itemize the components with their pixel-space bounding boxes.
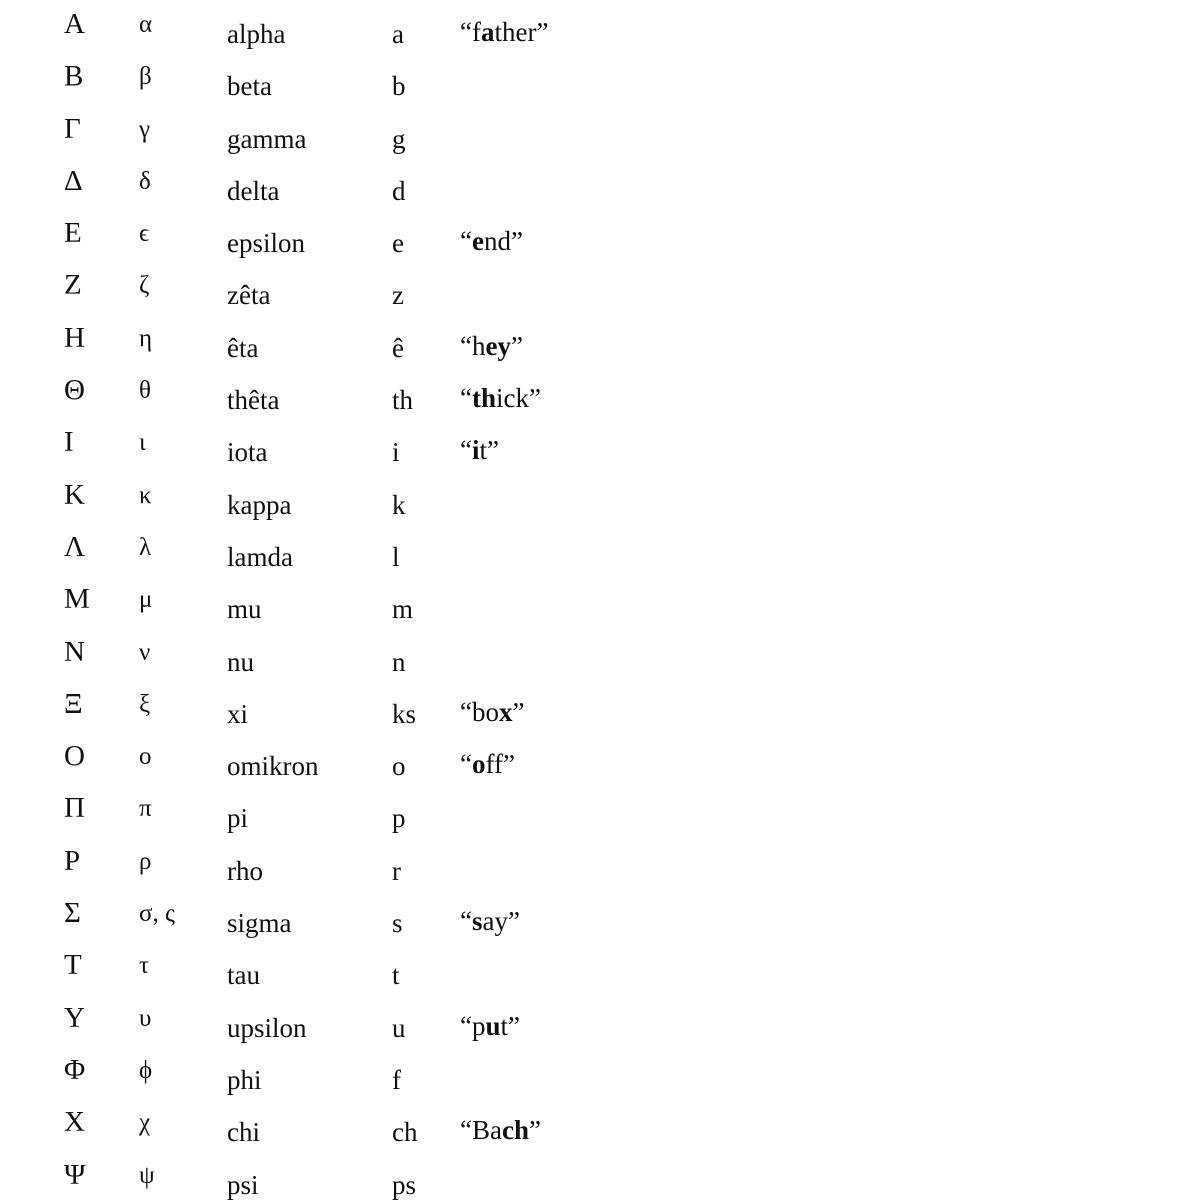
transliteration: ch bbox=[392, 1117, 418, 1148]
open-quote: “ bbox=[460, 1115, 472, 1146]
table-row bbox=[0, 680, 700, 732]
transliteration: s bbox=[392, 908, 403, 939]
example-bold: th bbox=[471, 383, 496, 414]
letter-name: tau bbox=[227, 960, 260, 991]
example-bold: s bbox=[471, 906, 483, 937]
uppercase-letter: Κ bbox=[64, 478, 85, 511]
transliteration: n bbox=[392, 646, 406, 677]
open-quote: “ bbox=[460, 435, 472, 466]
lowercase-letter: δ bbox=[139, 167, 151, 195]
close-quote: ” bbox=[508, 1010, 521, 1041]
transliteration: d bbox=[392, 175, 406, 206]
letter-name: gamma bbox=[227, 123, 307, 154]
close-quote: ” bbox=[536, 17, 549, 47]
uppercase-letter: Α bbox=[64, 8, 85, 40]
letter-name: rho bbox=[227, 855, 263, 886]
example-bold: ey bbox=[485, 330, 511, 361]
letter-name: sigma bbox=[227, 908, 292, 939]
close-quote: ” bbox=[528, 1115, 541, 1146]
example-post: ay bbox=[482, 906, 508, 937]
example-bold: i bbox=[471, 435, 480, 466]
table-row bbox=[0, 575, 700, 627]
open-quote: “ bbox=[460, 749, 472, 780]
uppercase-letter: Β bbox=[64, 60, 84, 93]
example-pre: p bbox=[471, 1010, 486, 1041]
pronunciation-example bbox=[460, 908, 520, 935]
lowercase-letter: ο bbox=[139, 743, 152, 771]
open-quote: “ bbox=[460, 226, 472, 257]
uppercase-letter: Δ bbox=[64, 164, 83, 197]
lowercase-letter: ξ bbox=[139, 690, 151, 718]
uppercase-letter: Θ bbox=[64, 374, 85, 407]
lowercase-letter: υ bbox=[139, 1004, 152, 1032]
table-row bbox=[0, 0, 700, 52]
example-bold: x bbox=[498, 696, 513, 727]
letter-name: phi bbox=[227, 1064, 262, 1095]
transliteration: r bbox=[392, 855, 401, 886]
transliteration: z bbox=[392, 280, 404, 311]
table-row bbox=[0, 1151, 700, 1203]
lowercase-letter: ι bbox=[139, 429, 146, 457]
table-row bbox=[0, 418, 700, 470]
table-row bbox=[0, 1046, 700, 1098]
close-quote: ” bbox=[487, 435, 499, 466]
transliteration: p bbox=[392, 803, 406, 834]
lowercase-letter: ϵ bbox=[139, 220, 150, 248]
transliteration: th bbox=[392, 385, 414, 416]
transliteration: o bbox=[392, 751, 406, 782]
table-row bbox=[0, 105, 700, 157]
lowercase-letter: η bbox=[139, 324, 153, 352]
letter-name: thêta bbox=[227, 385, 280, 416]
example-post: ther bbox=[494, 17, 537, 47]
table-row bbox=[0, 261, 700, 313]
pronunciation-example bbox=[460, 437, 499, 464]
pronunciation-example bbox=[460, 330, 523, 361]
example-post: t bbox=[479, 435, 488, 466]
uppercase-letter: Ψ bbox=[64, 1158, 86, 1191]
uppercase-letter: Ο bbox=[64, 740, 85, 773]
transliteration: ps bbox=[392, 1169, 417, 1200]
transliteration: u bbox=[392, 1012, 406, 1043]
example-pre: h bbox=[471, 330, 486, 361]
pronunciation-example bbox=[460, 751, 515, 778]
letter-name: epsilon bbox=[227, 228, 305, 259]
transliteration: e bbox=[392, 228, 404, 259]
example-bold: e bbox=[471, 226, 484, 257]
table-row bbox=[0, 941, 700, 993]
transliteration: a bbox=[392, 19, 404, 49]
transliteration: b bbox=[392, 71, 406, 102]
letter-name: upsilon bbox=[227, 1012, 307, 1043]
lowercase-letter: κ bbox=[139, 481, 152, 509]
transliteration: i bbox=[392, 437, 400, 468]
transliteration: ks bbox=[392, 698, 417, 729]
letter-name: lamda bbox=[227, 541, 293, 572]
pronunciation-example bbox=[460, 385, 541, 412]
table-row bbox=[0, 314, 700, 366]
uppercase-letter: Σ bbox=[64, 897, 81, 930]
close-quote: ” bbox=[529, 383, 541, 414]
table-row bbox=[0, 837, 700, 889]
example-post: ick bbox=[496, 383, 529, 414]
letter-name: nu bbox=[227, 646, 254, 677]
uppercase-letter: Φ bbox=[64, 1053, 86, 1086]
table-row bbox=[0, 209, 700, 261]
uppercase-letter: Ξ bbox=[64, 687, 83, 720]
uppercase-letter: Τ bbox=[64, 949, 82, 982]
transliteration: k bbox=[392, 489, 406, 520]
letter-name: alpha bbox=[227, 19, 286, 49]
uppercase-letter: Π bbox=[64, 792, 85, 825]
table-row bbox=[0, 157, 700, 209]
uppercase-letter: Ν bbox=[64, 635, 85, 668]
table-row bbox=[0, 523, 700, 575]
table-row bbox=[0, 628, 700, 680]
transliteration: g bbox=[392, 123, 406, 154]
uppercase-letter: Ε bbox=[64, 217, 82, 250]
letter-name: omikron bbox=[227, 751, 319, 782]
table-row bbox=[0, 994, 700, 1046]
table-row bbox=[0, 52, 700, 104]
table-row bbox=[0, 784, 700, 836]
lowercase-letter: ν bbox=[139, 638, 151, 666]
letter-name: chi bbox=[227, 1117, 260, 1148]
table-row bbox=[0, 471, 700, 523]
lowercase-letter: τ bbox=[139, 952, 150, 980]
transliteration: m bbox=[392, 594, 414, 625]
lowercase-letter: γ bbox=[139, 115, 151, 143]
close-quote: ” bbox=[510, 330, 523, 361]
letter-name: iota bbox=[227, 437, 268, 468]
lowercase-letter: χ bbox=[139, 1109, 151, 1137]
example-pre: Ba bbox=[471, 1115, 502, 1146]
transliteration: l bbox=[392, 541, 400, 572]
example-post: ff bbox=[485, 749, 503, 780]
example-bold: ch bbox=[501, 1115, 529, 1146]
pronunciation-example bbox=[460, 1117, 541, 1144]
lowercase-letter: σ, ς bbox=[139, 900, 175, 928]
lowercase-letter: ψ bbox=[139, 1161, 155, 1189]
uppercase-letter: Μ bbox=[64, 583, 90, 616]
example-bold: a bbox=[480, 17, 495, 47]
table-row bbox=[0, 366, 700, 418]
pronunciation-example bbox=[460, 1010, 521, 1041]
open-quote: “ bbox=[460, 1010, 472, 1041]
example-pre: bo bbox=[471, 696, 499, 727]
lowercase-letter: π bbox=[139, 795, 152, 823]
lowercase-letter: λ bbox=[139, 533, 152, 561]
example-pre: f bbox=[471, 17, 481, 47]
letter-name: psi bbox=[227, 1169, 259, 1200]
transliteration: ê bbox=[392, 332, 404, 363]
table-row bbox=[0, 1098, 700, 1150]
open-quote: “ bbox=[460, 17, 472, 47]
lowercase-letter: ζ bbox=[139, 272, 150, 300]
lowercase-letter: θ bbox=[139, 377, 151, 405]
lowercase-letter: ϕ bbox=[139, 1056, 153, 1084]
transliteration: t bbox=[392, 960, 400, 991]
letter-name: delta bbox=[227, 175, 280, 206]
lowercase-letter: β bbox=[139, 63, 152, 91]
example-bold: o bbox=[471, 749, 486, 780]
uppercase-letter: Υ bbox=[64, 1001, 85, 1034]
letter-name: kappa bbox=[227, 489, 292, 520]
uppercase-letter: Ρ bbox=[64, 844, 81, 877]
open-quote: “ bbox=[460, 383, 472, 414]
table-row bbox=[0, 732, 700, 784]
letter-name: mu bbox=[227, 594, 262, 625]
close-quote: ” bbox=[507, 906, 520, 937]
uppercase-letter: Γ bbox=[64, 112, 81, 145]
letter-name: zêta bbox=[227, 280, 271, 311]
close-quote: ” bbox=[510, 226, 523, 257]
open-quote: “ bbox=[460, 906, 472, 937]
letter-name: êta bbox=[227, 332, 259, 363]
letter-name: xi bbox=[227, 698, 249, 729]
table-row bbox=[0, 889, 700, 941]
transliteration: f bbox=[392, 1064, 401, 1095]
open-quote: “ bbox=[460, 330, 472, 361]
lowercase-letter: α bbox=[139, 11, 153, 38]
lowercase-letter: ρ bbox=[139, 847, 152, 875]
uppercase-letter: Η bbox=[64, 321, 85, 354]
pronunciation-example bbox=[460, 19, 548, 46]
close-quote: ” bbox=[502, 749, 515, 780]
letter-name: pi bbox=[227, 803, 249, 834]
open-quote: “ bbox=[460, 696, 472, 727]
lowercase-letter: μ bbox=[139, 586, 153, 614]
pronunciation-example bbox=[460, 696, 525, 727]
uppercase-letter: Ζ bbox=[64, 269, 82, 302]
example-bold: u bbox=[485, 1010, 501, 1041]
example-post: t bbox=[500, 1010, 509, 1041]
example-post: nd bbox=[483, 226, 511, 257]
pronunciation-example bbox=[460, 228, 523, 255]
uppercase-letter: Ι bbox=[64, 426, 74, 459]
uppercase-letter: Χ bbox=[64, 1106, 85, 1139]
uppercase-letter: Λ bbox=[64, 530, 86, 563]
letter-name: beta bbox=[227, 71, 272, 102]
close-quote: ” bbox=[512, 696, 525, 727]
